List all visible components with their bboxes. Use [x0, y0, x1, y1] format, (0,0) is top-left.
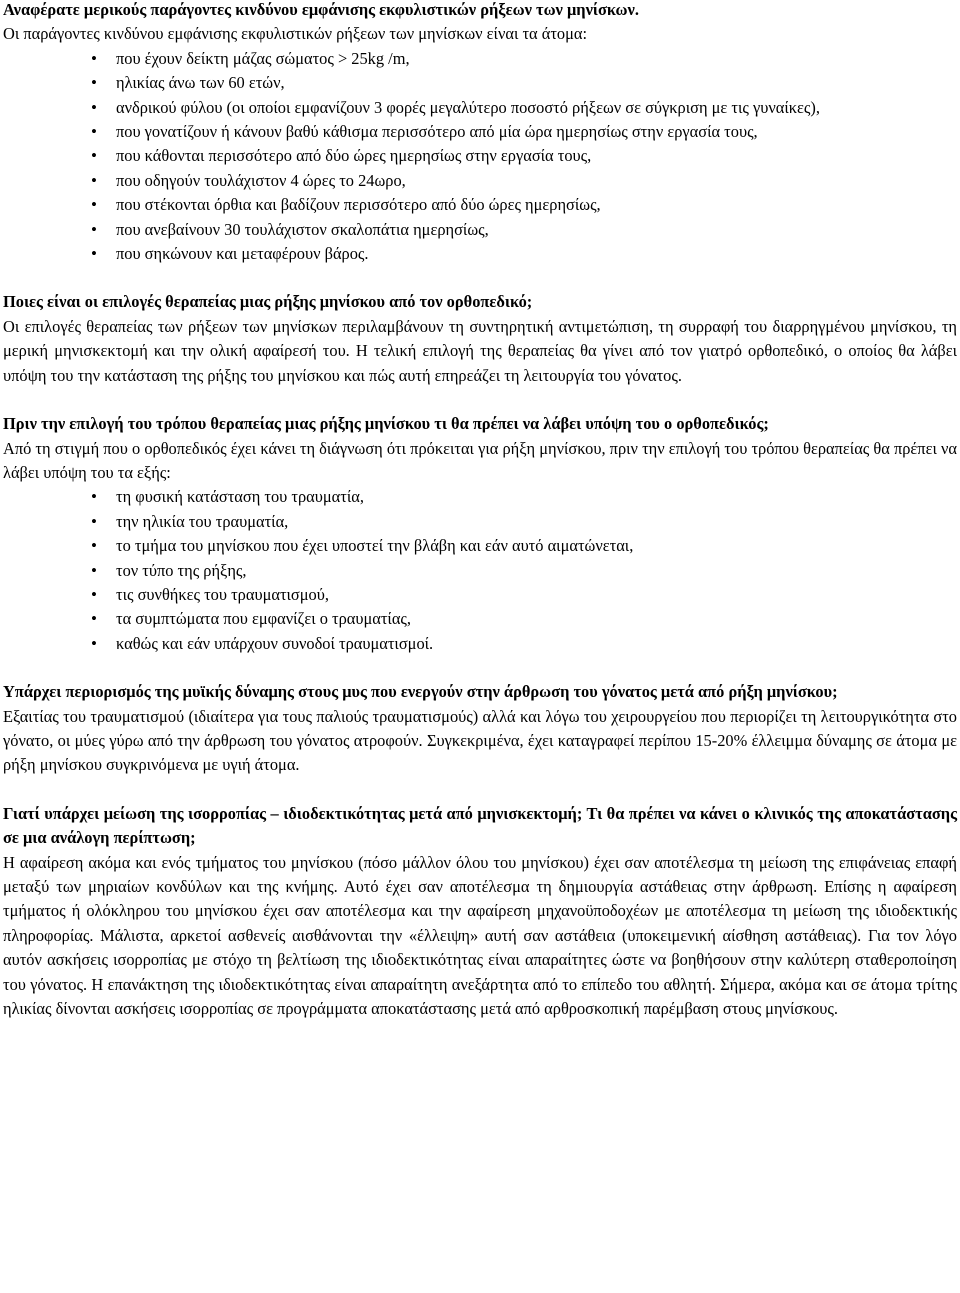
- section-heading: Γιατί υπάρχει μείωση της ισορροπίας – ιδιοδεκτικότητας μετά από μηνισκεκτομή; Τι θα πρέπει να κάνει ο κλινικός της αποκατάστασης σε μια ανάλογη περίπτωση;: [3, 803, 957, 848]
- bullet-icon: [87, 47, 101, 71]
- bullet-icon: [87, 71, 101, 95]
- bullet-icon: [87, 242, 101, 266]
- section-body: Εξαιτίας του τραυματισμού (ιδιαίτερα για τους παλιούς τραυματισμούς) αλλά και λόγω του χειρουργείου που περιορίζει τη λειτουργικότητα στο γόνατο, οι μύες γύρω από την άρθρωση του γόνατος ατροφούν. Συγκεκριμένα, έχει καταγραφεί περίπου 15-20% έλλειμμα δύναμης σε άτομα με ρήξη μηνίσκου συγκρινόμενα με υγιή άτομα.: [3, 706, 957, 775]
- list-item: • που έχουν δείκτη μάζας σώματος > 25kg /m,: [116, 47, 957, 71]
- list-item: • που ανεβαίνουν 30 τουλάχιστον σκαλοπάτια ημερησίως,: [116, 218, 957, 242]
- section-intro: Από τη στιγμή που ο ορθοπεδικός έχει κάνει τη διάγνωση ότι πρόκειται για ρήξη μηνίσκου, πριν την επιλογή του τρόπου θεραπείας θα πρέπει να λάβει υπόψη του τα εξής:: [3, 438, 957, 482]
- list-item: • που στέκονται όρθια και βαδίζουν περισσότερο από δύο ώρες ημερησίως,: [116, 193, 957, 217]
- bullet-icon: [87, 193, 101, 217]
- bullet-icon: [87, 607, 101, 631]
- list-item: • τη φυσική κατάσταση του τραυματία,: [116, 485, 957, 509]
- section-risk-factors: [3, 0, 957, 266]
- section-heading: Αναφέρατε μερικούς παράγοντες κινδύνου εμφάνισης εκφυλιστικών ρήξεων των μηνίσκων.: [3, 0, 639, 19]
- list-item: • που κάθονται περισσότερο από δύο ώρες ημερησίως στην εργασία τους,: [116, 144, 957, 168]
- bullet-icon: [87, 120, 101, 144]
- section-balance-proprioception: [3, 802, 957, 1022]
- bullet-icon: [87, 632, 101, 656]
- section-considerations: [3, 412, 957, 656]
- section-spacer: [3, 778, 957, 802]
- list-item: • ανδρικού φύλου (οι οποίοι εμφανίζουν 3 φορές μεγαλύτερο ποσοστό ρήξεων σε σύγκριση με τις γυναίκες),: [116, 96, 957, 120]
- bullet-icon: [87, 583, 101, 607]
- bullet-list: [3, 47, 957, 267]
- section-spacer: [3, 656, 957, 680]
- section-body: Η αφαίρεση ακόμα και ενός τμήματος του μηνίσκου (πόσο μάλλον όλου του μηνίσκου) έχει σαν αποτέλεσμα τη μείωση της επιφάνειας επαφή μεταξύ των μηριαίων κονδύλων και της κνήμης. Αυτό έχει σαν αποτέλεσμα τη δημιουργία αστάθειας στην άρθρωση. Επίσης η αφαίρεση τμήματος ή ολόκληρου του μηνίσκου έχει σαν αποτέλεσμα και την αφαίρεση μηχανοϋποδοχέων με αποτέλεσμα τη μείωση της ιδιοδεκτικής πληροφορίας. Μάλιστα, αρκετοί ασθενείς αισθάνονται την «έλλειψη» αυτή σαν αστάθεια (υποκειμενική αίσθηση αστάθειας). Για τον λόγο αυτόν ασκήσεις ισορροπίας με στόχο τη βελτίωση της ιδιοδεκτικότητας είναι απαραίτητες ώστε να βοηθήσουν στην καλύτερη σταθεροποίηση του γόνατος. Η επανάκτηση της ιδιοδεκτικότητας είναι απαραίτητη ανεξάρτητα από το επίπεδο του αθλητή. Σήμερα, ακόμα και σε άτομα τρίτης ηλικίας δίνονται ασκήσεις ισορροπίας σε προγράμματα αποκατάστασης μετά από αρθροσκοπική παρέμβαση στους μηνίσκους.: [3, 852, 957, 1019]
- bullet-icon: [87, 559, 101, 583]
- bullet-icon: [87, 534, 101, 558]
- bullet-icon: [87, 218, 101, 242]
- list-item: • που οδηγούν τουλάχιστον 4 ώρες το 24ωρο,: [116, 169, 957, 193]
- section-muscle-strength: [3, 680, 957, 778]
- bullet-icon: [87, 144, 101, 168]
- bullet-icon: [87, 510, 101, 534]
- list-item: • ηλικίας άνω των 60 ετών,: [116, 71, 957, 95]
- list-item: • τις συνθήκες του τραυματισμού,: [116, 583, 957, 607]
- list-item: • το τμήμα του μηνίσκου που έχει υποστεί την βλάβη και εάν αυτό αιματώνεται,: [116, 534, 957, 558]
- section-heading: Πριν την επιλογή του τρόπου θεραπείας μιας ρήξης μηνίσκου τι θα πρέπει να λάβει υπόψη του ο ορθοπεδικός;: [3, 414, 769, 434]
- bullet-icon: [87, 169, 101, 193]
- list-item: • που σηκώνουν και μεταφέρουν βάρος.: [116, 242, 957, 266]
- section-intro: Οι παράγοντες κινδύνου εμφάνισης εκφυλιστικών ρήξεων των μηνίσκων είναι τα άτομα:: [3, 24, 588, 44]
- list-item: • καθώς και εάν υπάρχουν συνοδοί τραυματισμοί.: [116, 632, 957, 656]
- section-spacer: [3, 266, 957, 290]
- bullet-icon: [87, 96, 101, 120]
- section-heading: Ποιες είναι οι επιλογές θεραπείας μιας ρήξης μηνίσκου από τον ορθοπεδικό;: [3, 292, 533, 312]
- list-item: • την ηλικία του τραυματία,: [116, 510, 957, 534]
- section-body: Οι επιλογές θεραπείας των ρήξεων των μηνίσκων περιλαμβάνουν τη συντηρητική αντιμετώπιση, τη συρραφή του διαρρηγμένου μηνίσκου, τη μερική μηνισκεκτομή και την ολική αφαίρεσή του. Η τελική επιλογή της θεραπείας θα γίνει από τον γιατρό ορθοπεδικό, ο οποίος θα λάβει υπόψη του την κατάσταση της ρήξης του μηνίσκου και πώς αυτή επηρεάζει τη λειτουργία του γόνατος.: [3, 316, 957, 385]
- bullet-icon: [87, 485, 101, 509]
- list-item: • που γονατίζουν ή κάνουν βαθύ κάθισμα περισσότερο από μία ώρα ημερησίως στην εργασία τους,: [116, 120, 957, 144]
- bullet-list: [3, 485, 957, 656]
- list-item: • τον τύπο της ρήξης,: [116, 559, 957, 583]
- section-spacer: [3, 388, 957, 412]
- section-treatment-options: [3, 290, 957, 388]
- section-heading: Υπάρχει περιορισμός της μυϊκής δύναμης στους μυς που ενεργούν στην άρθρωση του γόνατος μετά από ρήξη μηνίσκου;: [3, 682, 838, 702]
- list-item: • τα συμπτώματα που εμφανίζει ο τραυματίας,: [116, 607, 957, 631]
